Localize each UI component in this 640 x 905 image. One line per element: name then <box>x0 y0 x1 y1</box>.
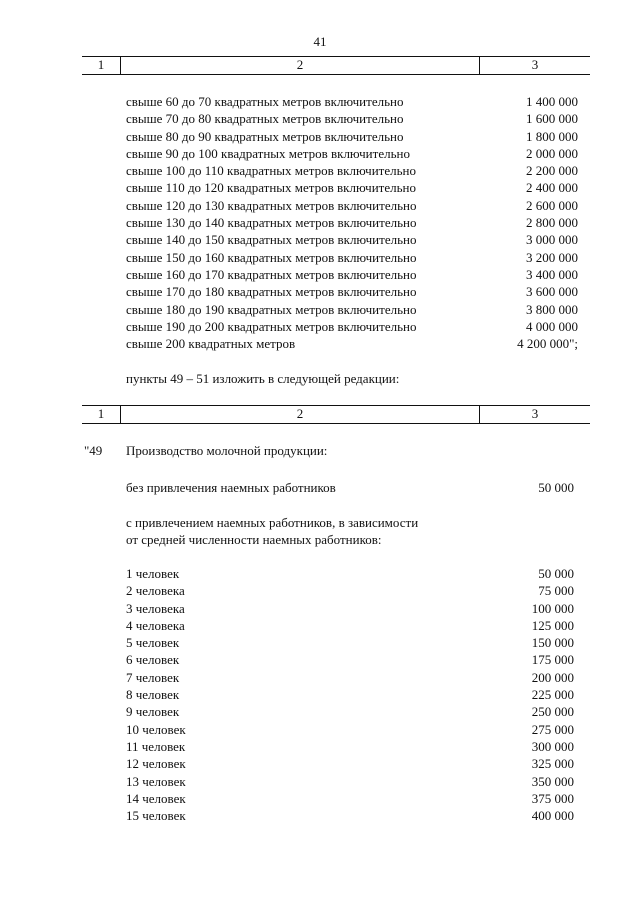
row-value: 2 000 000 <box>526 145 578 161</box>
row-label: свыше 70 до 80 квадратных метров включительно <box>126 111 404 127</box>
row-label: свыше 180 до 190 квадратных метров включительно <box>126 301 417 317</box>
list-item <box>126 110 580 127</box>
row-value: 175 000 <box>531 652 574 668</box>
row-label: свыше 100 до 110 квадратных метров включительно <box>126 163 416 179</box>
row-value: 50 000 <box>538 566 574 581</box>
area-rows-list <box>126 93 580 352</box>
row-label: свыше 160 до 170 квадратных метров включительно <box>126 266 417 282</box>
list-item <box>126 197 580 214</box>
row-value: 3 200 000 <box>526 249 578 265</box>
row-value: 250 000 <box>531 704 574 720</box>
row-value: 225 000 <box>531 687 574 703</box>
row-value: 1 400 000 <box>526 94 578 109</box>
item-title: Производство молочной продукции: <box>126 443 328 458</box>
list-item <box>126 283 580 300</box>
list-item <box>126 755 580 772</box>
header-col-3: 3 <box>531 57 539 72</box>
list-item <box>126 738 580 755</box>
row-label: свыше 90 до 100 квадратных метров включительно <box>126 145 410 161</box>
list-item <box>126 669 580 686</box>
row-value: 2 600 000 <box>526 197 578 213</box>
row-value: 2 800 000 <box>526 215 578 231</box>
row-value: 1 800 000 <box>526 128 578 144</box>
header-col-1: 1 <box>82 406 121 423</box>
row-value: 4 200 000"; <box>517 336 578 352</box>
row-label: свыше 80 до 90 квадратных метров включительно <box>126 128 404 144</box>
list-item <box>126 790 580 807</box>
item-number: "49 <box>84 443 103 458</box>
row-value: 125 000 <box>531 617 574 633</box>
list-item <box>126 93 580 110</box>
list-item <box>126 773 580 790</box>
list-item <box>126 128 580 145</box>
list-item <box>126 565 580 582</box>
hired-line-2: от средней численности наемных работников: <box>126 532 382 547</box>
row-label: свыше 110 до 120 квадратных метров включительно <box>126 180 416 196</box>
row-label: 6 человек <box>126 652 180 668</box>
list-item <box>126 162 580 179</box>
row-value: 3 400 000 <box>526 266 578 282</box>
list-item <box>126 651 580 668</box>
list-item <box>126 249 580 266</box>
list-item <box>126 266 580 283</box>
row-label: 14 человек <box>126 790 186 806</box>
page-number: 41 <box>313 34 327 49</box>
list-item <box>126 231 580 248</box>
row-label: 4 человека <box>126 617 185 633</box>
row-value: 2 400 000 <box>526 180 578 196</box>
row-label: свыше 140 до 150 квадратных метров включительно <box>126 232 417 248</box>
row-value: 350 000 <box>531 773 574 789</box>
list-item <box>126 179 580 196</box>
list-item <box>126 686 580 703</box>
table-header-2 <box>82 405 590 424</box>
row-label: 1 человек <box>126 566 180 581</box>
table-header-1 <box>82 56 590 75</box>
row-label: 10 человек <box>126 721 186 737</box>
row-value: 2 200 000 <box>526 163 578 179</box>
list-item <box>126 617 580 634</box>
row-label: 13 человек <box>126 773 186 789</box>
row-value: 4 000 000 <box>526 318 578 334</box>
row-value: 100 000 <box>531 600 574 616</box>
row-label: свыше 190 до 200 квадратных метров включительно <box>126 318 417 334</box>
row-value: 275 000 <box>531 721 574 737</box>
row-label: свыше 130 до 140 квадратных метров включительно <box>126 215 417 231</box>
row-label: свыше 170 до 180 квадратных метров включительно <box>126 284 417 300</box>
row-label: 15 человек <box>126 808 186 824</box>
list-item <box>126 335 580 352</box>
row-label: 5 человек <box>126 635 180 651</box>
list-item <box>126 807 580 824</box>
list-item <box>126 634 580 651</box>
list-item <box>126 721 580 738</box>
row-value: 3 800 000 <box>526 301 578 317</box>
row-value: 75 000 <box>538 583 574 599</box>
header-col-2: 2 <box>121 406 480 423</box>
row-value: 200 000 <box>531 669 574 685</box>
list-item <box>126 145 580 162</box>
header-col-2: 2 <box>121 57 480 74</box>
list-item <box>126 318 580 335</box>
no-hired-label: без привлечения наемных работников <box>126 480 336 495</box>
row-value: 1 600 000 <box>526 111 578 127</box>
amendment-text: пункты 49 – 51 изложить в следующей редакции: <box>126 371 400 386</box>
row-label: свыше 150 до 160 квадратных метров включительно <box>126 249 417 265</box>
list-item <box>126 582 580 599</box>
row-label: свыше 60 до 70 квадратных метров включительно <box>126 94 404 109</box>
list-item <box>126 600 580 617</box>
hired-line-1: с привлечением наемных работников, в зависимости <box>126 515 419 530</box>
row-label: свыше 120 до 130 квадратных метров включительно <box>126 197 417 213</box>
row-value: 325 000 <box>531 756 574 772</box>
row-label: 9 человек <box>126 704 180 720</box>
row-value: 3 600 000 <box>526 284 578 300</box>
row-label: 3 человека <box>126 600 185 616</box>
row-value: 375 000 <box>531 790 574 806</box>
list-item <box>126 703 580 720</box>
row-label: 2 человека <box>126 583 185 599</box>
row-value: 400 000 <box>531 808 574 824</box>
header-col-3: 3 <box>531 406 539 421</box>
row-value: 3 000 000 <box>526 232 578 248</box>
row-label: 8 человек <box>126 687 180 703</box>
row-label: 7 человек <box>126 669 180 685</box>
staff-rows-list <box>126 565 580 824</box>
row-label: 12 человек <box>126 756 186 772</box>
header-col-1: 1 <box>82 57 121 74</box>
row-value: 150 000 <box>531 635 574 651</box>
row-label: свыше 200 квадратных метров <box>126 336 296 352</box>
row-value: 300 000 <box>531 738 574 754</box>
no-hired-value: 50 000 <box>538 480 574 495</box>
row-label: 11 человек <box>126 738 186 754</box>
list-item <box>126 214 580 231</box>
list-item <box>126 301 580 318</box>
